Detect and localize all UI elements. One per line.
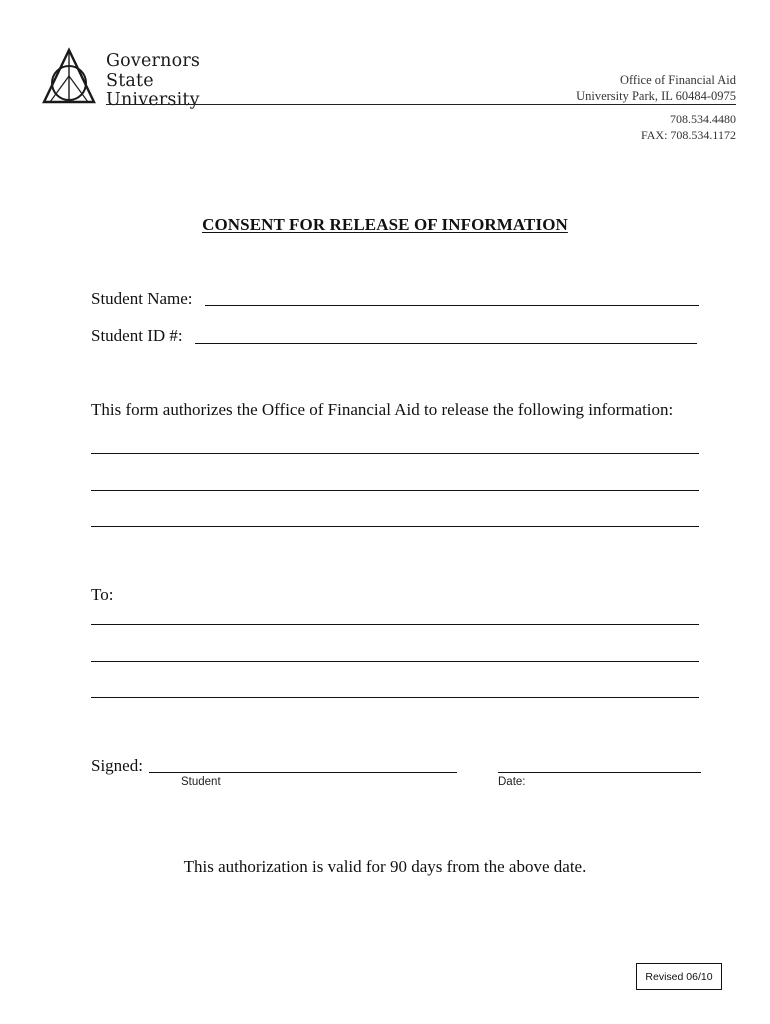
recipient-line-2[interactable]: [91, 661, 699, 662]
signed-label: Signed:: [91, 756, 143, 775]
form-title: CONSENT FOR RELEASE OF INFORMATION: [202, 215, 568, 234]
revised-badge: Revised 06/10: [636, 963, 722, 990]
university-wordmark: [106, 52, 200, 111]
information-line-2[interactable]: [91, 490, 699, 491]
recipient-line-3[interactable]: [91, 697, 699, 698]
information-line-3[interactable]: [91, 526, 699, 527]
office-name: Office of Financial Aid: [619, 73, 736, 87]
student-name-label: Student Name:: [91, 289, 193, 308]
student-name-field[interactable]: [205, 305, 699, 306]
office-phone: 708.534.4480: [670, 112, 736, 126]
validity-note: This authorization is valid for 90 days from the above date.: [183, 857, 587, 876]
student-id-label: Student ID #:: [91, 326, 183, 345]
student-id-field[interactable]: [195, 343, 697, 344]
logo-line-2: State: [106, 70, 154, 91]
authorization-text: This form authorizes the Office of Financial Aid to release the following information:: [91, 400, 674, 419]
recipient-line-1[interactable]: [91, 624, 699, 625]
logo-line-3: University: [106, 90, 200, 110]
office-address: University Park, IL 60484-0975: [576, 89, 736, 103]
signature-caption: Student: [181, 776, 221, 788]
office-fax: FAX: 708.534.1172: [640, 127, 736, 142]
information-line-1[interactable]: [91, 453, 699, 454]
signature-field[interactable]: [149, 772, 457, 773]
office-block: [576, 72, 736, 104]
gsu-logo-icon: [40, 46, 98, 108]
header-rule: [106, 104, 736, 105]
date-field[interactable]: [498, 772, 701, 773]
logo-line-1: Governors: [106, 51, 201, 71]
to-label: To:: [91, 585, 114, 604]
contact-block: [641, 112, 736, 143]
date-caption: Date:: [498, 776, 526, 788]
